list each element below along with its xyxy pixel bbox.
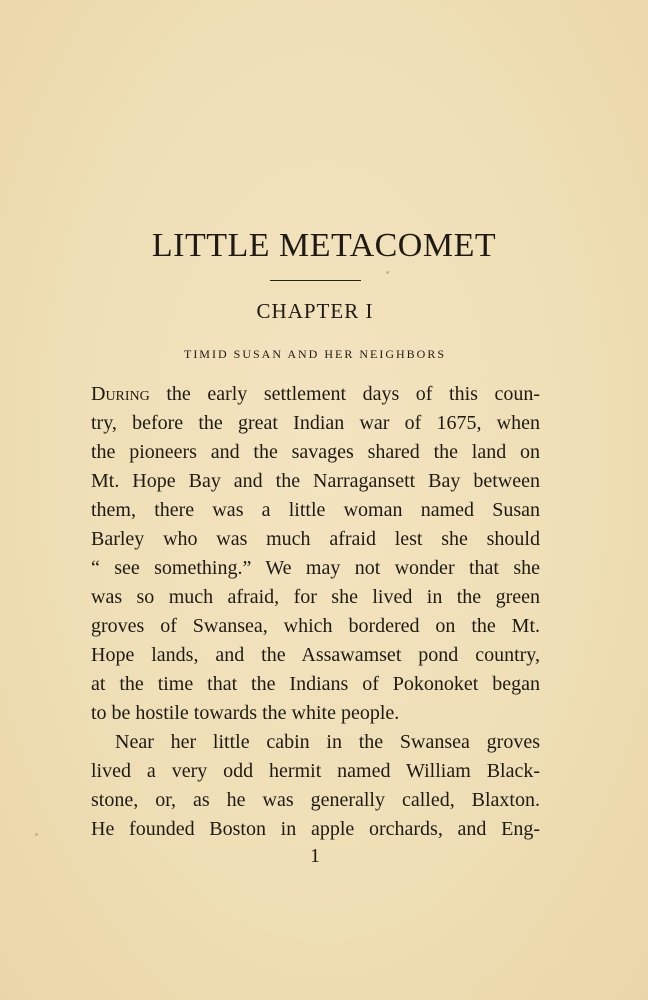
text-line-content: the early settlement days of this coun- [149,383,540,405]
text-line: Barley who was much afraid lest she should [91,528,540,550]
text-line-paragraph-start: Near her little cabin in the Swansea groves [115,731,540,753]
text-line: groves of Swansea, which bordered on the Mt. [91,615,540,637]
text-line: stone, or, as he was generally called, Blaxton. [91,789,540,811]
text-line: at the time that the Indians of Pokonoket began [91,673,540,695]
text-line: try, before the great Indian war of 1675, when [91,412,540,434]
text-line: Hope lands, and the Assawamset pond country, [91,644,540,666]
text-line: Mt. Hope Bay and the Narragansett Bay between [91,470,540,492]
opening-word: During [91,383,150,405]
text-line-paragraph-end: to be hostile towards the white people. [91,702,400,724]
text-line: lived a very odd hermit named William Black- [91,760,540,782]
chapter-heading: CHAPTER I [256,299,374,323]
book-title: LITTLE METACOMET [151,227,497,264]
paper-speck [386,271,389,274]
text-line [91,380,540,409]
body-text [91,380,540,844]
text-line: was so much afraid, for she lived in the green [91,586,540,608]
page-number: 1 [310,845,320,867]
paper-speck [35,833,38,836]
title-rule [270,280,361,281]
text-line: the pioneers and the savages shared the land on [91,441,540,463]
text-line: “ see something.” We may not wonder that she [91,557,540,579]
text-line: He founded Boston in apple orchards, and Eng- [91,818,540,840]
chapter-subtitle: TIMID SUSAN AND HER NEIGHBORS [183,347,446,361]
text-line: them, there was a little woman named Susan [91,499,540,521]
